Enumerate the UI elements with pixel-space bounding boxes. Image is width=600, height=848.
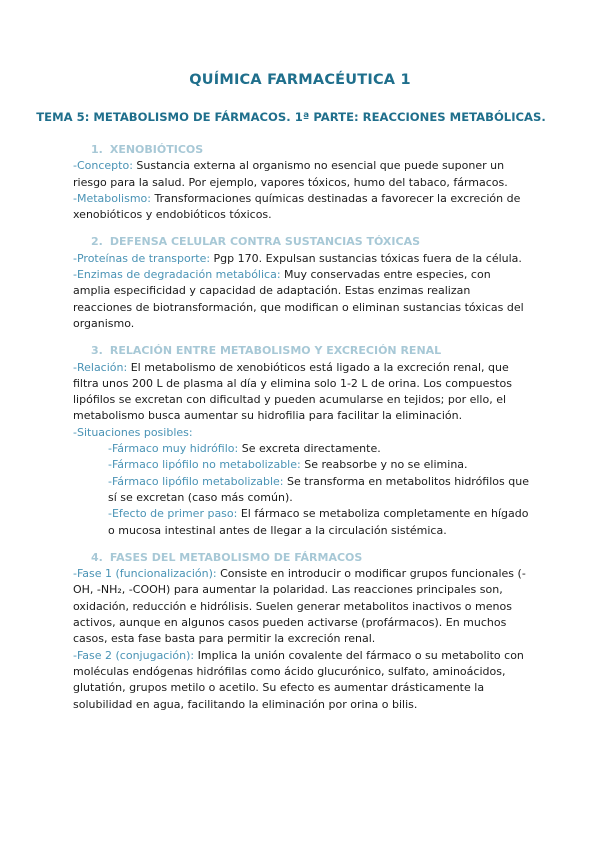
section-heading: 1. XENOBIÓTICOS	[91, 143, 204, 156]
list-item: -Efecto de primer paso: El fármaco se metaboliza completamente en hígado o mucosa intestinal antes de llegar a la circulación sistémica.	[108, 507, 529, 537]
definition-item: -Relación: El metabolismo de xenobióticos está ligado a la excreción renal, que filtra unos 200 L de plasma al día y elimina solo 1-2 L de orina. Los compuestos lipófilos se excretan con dificultad y pueden acumularse en tejidos; por ello, el metabolismo busca aumentar su hidrofilia para facilitar la eliminación.	[73, 360, 512, 423]
definition-item: -Enzimas de degradación metabólica: Muy conservadas entre especies, con amplia especificidad y capacidad de adaptación. Estas enzimas realizan reacciones de biotransformación, que modifican o eliminan sustancias tóxicas del organismo.	[73, 268, 524, 330]
section-heading: 3. RELACIÓN ENTRE METABOLISMO Y EXCRECIÓN RENAL	[91, 344, 442, 358]
definition-item: -Situaciones posibles:	[73, 425, 193, 439]
definition-item: -Proteínas de transporte: Pgp 170. Expulsan sustancias tóxicas fuera de la célula.	[73, 251, 522, 265]
list-item: -Fármaco muy hidrófilo: Se excreta directamente.	[108, 442, 381, 456]
section-heading: 2. DEFENSA CELULAR CONTRA SUSTANCIAS TÓXICAS	[91, 235, 421, 249]
document-title: QUÍMICA FARMACÉUTICA 1	[189, 72, 411, 88]
document-body	[73, 142, 529, 724]
section-xenobioticos	[73, 142, 529, 223]
theme-title: TEMA 5: METABOLISMO DE FÁRMACOS. 1ª PARTE: REACCIONES METABÓLICAS.	[36, 110, 546, 124]
situations-list	[108, 441, 529, 539]
definition-item: -Fase 1 (funcionalización): Consiste en introducir o modificar grupos funcionales (-OH, -NH₂, -COOH) para aumentar la polaridad. Las reacciones principales son, oxidación, reducción e hidrólisis. Suelen generar metabolitos inactivos o menos activos, aunque en algunos casos pueden activarse (profármacos). En muchos casos, esta fase basta para permitir la excreción renal.	[73, 567, 526, 646]
section-excrecion-renal	[73, 343, 529, 539]
list-item: -Fármaco lipófilo no metabolizable: Se reabsorbe y no se elimina.	[108, 458, 468, 472]
definition-item: -Fase 2 (conjugación): Implica la unión covalente del fármaco o su metabolito con moléculas endógenas hidrófilas como ácido glucurónico, sulfato, aminoácidos, glutatión, grupos metilo o acetilo. Su efecto es aumentar drásticamente la solubilidad en agua, facilitando la eliminación por orina o bilis.	[73, 648, 524, 711]
definition-item: -Concepto: Sustancia externa al organismo no esencial que puede suponer un riesgo para la salud. Por ejemplo, vapores tóxicos, humo del tabaco, fármacos.	[73, 159, 508, 189]
definition-item: -Metabolismo: Transformaciones químicas destinadas a favorecer la excreción de xenobióticos y endobióticos tóxicos.	[73, 191, 521, 222]
section-defensa-celular	[73, 234, 529, 332]
list-item: -Fármaco lipófilo metabolizable: Se transforma en metabolitos hidrófilos que sí se excretan (caso más común).	[108, 474, 529, 504]
section-heading: 4. FASES DEL METABOLISMO DE FÁRMACOS	[91, 550, 363, 564]
section-fases-metabolismo	[73, 550, 529, 713]
